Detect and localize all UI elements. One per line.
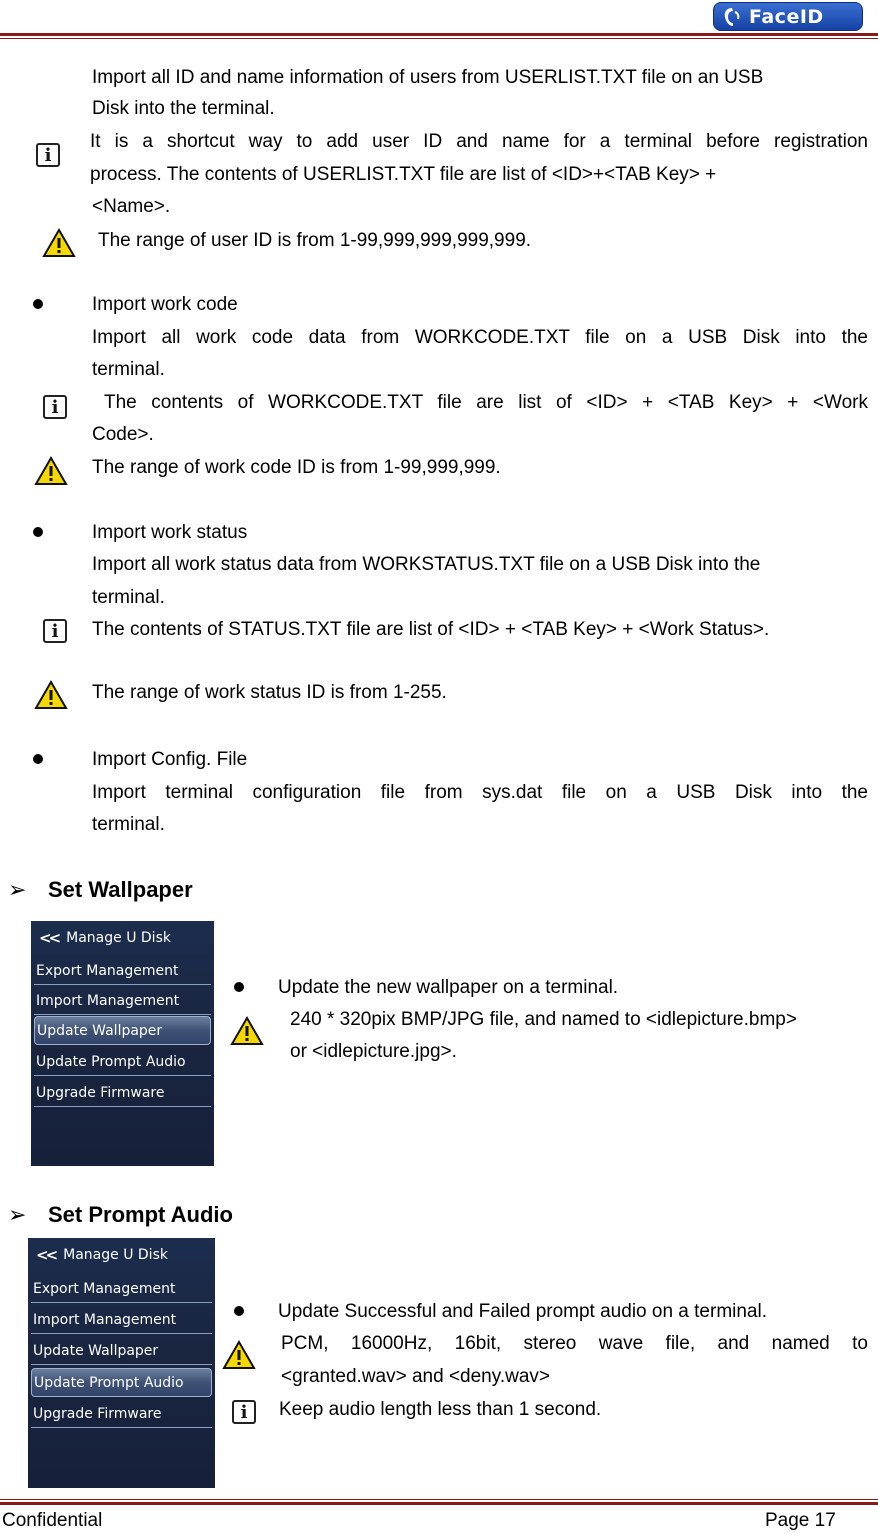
workcode-info-line1: The contents of WORKCODE.TXT file are list of <ID> + <TAB Key> + <Work: [104, 392, 868, 413]
warning-icon: [34, 680, 68, 710]
menu-title-bar: [31, 925, 214, 951]
header-rule-thick: [0, 33, 878, 36]
audio-heading: Set Prompt Audio: [48, 1202, 233, 1227]
arrow-bullet-icon: ➢: [8, 1202, 27, 1227]
menu-item-firmware[interactable]: Upgrade Firmware: [31, 1401, 212, 1428]
workcode-warn: The range of work code ID is from 1-99,999,999.: [92, 457, 501, 478]
header-rule-thin: [0, 38, 878, 39]
back-icon[interactable]: <<: [39, 929, 59, 947]
users-info-line2: process. The contents of USERLIST.TXT file are list of <ID>+<TAB Key> +: [90, 164, 717, 185]
arrow-bullet-icon: ➢: [8, 877, 27, 902]
menu-title: Manage U Disk: [66, 930, 171, 946]
audio-bullet: Update Successful and Failed prompt audio on a terminal.: [278, 1301, 767, 1322]
info-icon: i: [43, 395, 67, 419]
warning-icon: [42, 228, 76, 258]
warning-icon: [230, 1016, 264, 1046]
workcode-desc-line1: Import all work code data from WORKCODE.TXT file on a USB Disk into the: [92, 327, 868, 348]
footer-page-number: Page 17: [765, 1510, 836, 1531]
workcode-title: Import work code: [92, 294, 238, 315]
workstatus-warn: The range of work status ID is from 1-255.: [92, 682, 447, 703]
info-icon: i: [232, 1400, 256, 1424]
menu-item-export[interactable]: Export Management: [34, 958, 211, 985]
menu-title-bar: [28, 1242, 215, 1268]
config-desc-line1: Import terminal configuration file from sys.dat file on a USB Disk into the: [92, 782, 868, 803]
bullet: [33, 527, 43, 537]
bullet: [234, 982, 244, 992]
users-info-line3: <Name>.: [92, 196, 171, 217]
users-desc-line2: Disk into the terminal.: [92, 98, 275, 119]
info-icon: i: [36, 143, 60, 167]
config-title: Import Config. File: [92, 749, 248, 770]
footer-rule-thick: [0, 1502, 878, 1505]
audio-warn-line2: <granted.wav> and <deny.wav>: [281, 1366, 551, 1387]
wallpaper-heading: Set Wallpaper: [48, 877, 193, 902]
menu-item-audio[interactable]: Update Prompt Audio: [34, 1049, 211, 1076]
bullet: [234, 1306, 244, 1316]
workstatus-desc-line1: Import all work status data from WORKSTATUS.TXT file on a USB Disk into the: [92, 554, 761, 575]
device-menu-screenshot: [31, 921, 214, 1166]
workcode-desc-line2: terminal.: [92, 359, 165, 380]
device-menu-screenshot: [28, 1238, 215, 1488]
menu-item-firmware[interactable]: Upgrade Firmware: [34, 1080, 211, 1107]
audio-info: Keep audio length less than 1 second.: [279, 1399, 602, 1420]
footer-rule-thin: [0, 1499, 878, 1500]
workstatus-desc-line2: terminal.: [92, 587, 165, 608]
workcode-info-line2: Code>.: [92, 424, 154, 445]
face-logo-icon: [721, 6, 743, 28]
bullet: [33, 754, 43, 764]
back-icon[interactable]: <<: [36, 1246, 56, 1264]
workstatus-title: Import work status: [92, 522, 248, 543]
wallpaper-bullet: Update the new wallpaper on a terminal.: [278, 977, 619, 998]
warning-icon: [222, 1340, 256, 1370]
faceid-logo: [713, 2, 863, 31]
menu-item-export[interactable]: Export Management: [31, 1276, 212, 1303]
logo-text: FaceID: [749, 5, 824, 28]
wallpaper-warn-line2: or <idlepicture.jpg>.: [290, 1041, 457, 1062]
menu-item-wallpaper[interactable]: Update Wallpaper: [34, 1016, 211, 1045]
bullet: [33, 299, 43, 309]
footer-confidential: Confidential: [2, 1510, 103, 1531]
workstatus-info: The contents of STATUS.TXT file are list of <ID> + <TAB Key> + <Work Status>.: [92, 619, 770, 640]
audio-warn-line1: PCM, 16000Hz, 16bit, stereo wave file, and named to: [281, 1333, 868, 1354]
menu-item-audio[interactable]: Update Prompt Audio: [31, 1368, 212, 1397]
info-icon: i: [43, 619, 67, 643]
config-desc-line2: terminal.: [92, 814, 165, 835]
users-info-line1: It is a shortcut way to add user ID and name for a terminal before registration: [90, 131, 868, 152]
wallpaper-warn-line1: 240 * 320pix BMP/JPG file, and named to <idlepicture.bmp>: [290, 1009, 797, 1030]
menu-item-wallpaper[interactable]: Update Wallpaper: [31, 1338, 212, 1365]
warning-icon: [34, 456, 68, 486]
users-warn: The range of user ID is from 1-99,999,999,999,999.: [98, 230, 532, 251]
menu-title: Manage U Disk: [63, 1247, 168, 1263]
users-desc-line1: Import all ID and name information of users from USERLIST.TXT file on an USB: [92, 67, 764, 88]
menu-item-import[interactable]: Import Management: [34, 988, 211, 1015]
menu-item-import[interactable]: Import Management: [31, 1307, 212, 1334]
